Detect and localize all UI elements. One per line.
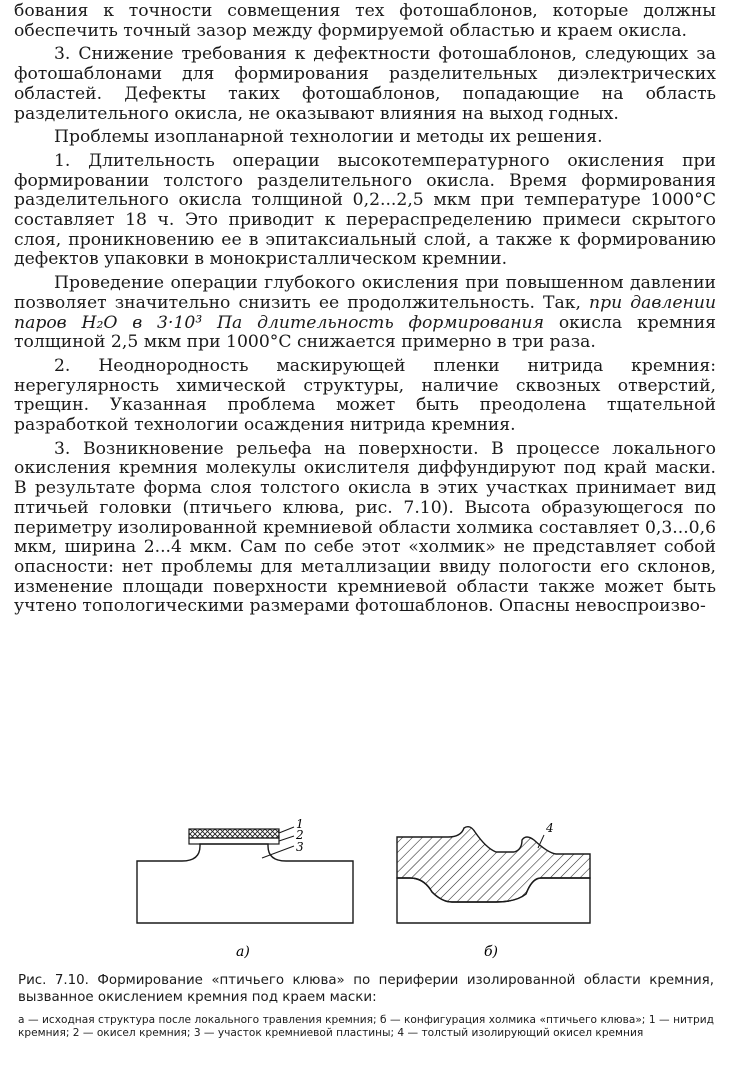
label-4: 4 bbox=[546, 821, 554, 835]
thick-isolating-oxide bbox=[397, 827, 590, 902]
paragraph-pressure bbox=[14, 274, 716, 353]
figure-legend: а — исходная структура после локального травления кремния; б — конфигурация холмика «птичьего клюва»; 1 — нитрид кремния; 2 — окисел кремния; 3 — участок кремниевой пластины; 4 — толстый изолирующий окисел кремния bbox=[18, 1014, 714, 1039]
page-text bbox=[14, 2, 716, 617]
silicon-wafer-section bbox=[137, 844, 353, 923]
oxide-layer bbox=[189, 838, 279, 844]
paragraph-item-3: 3. Снижение требования к дефектности фотошаблонов, следующих за фотошаблонами для формирования разделительных диэлектрических областей. Дефекты таких фотошаблонов, попадающие на область разделительного окисла, не оказывают влияния на выход годных. bbox=[14, 44, 716, 124]
figure-7-10 bbox=[0, 804, 732, 974]
nitride-layer bbox=[189, 829, 279, 838]
label-2: 2 bbox=[296, 828, 304, 842]
paragraph-continuation: бования к точности совмещения тех фотошаблонов, которые должны обеспечить точный зазор между формируемой областью и краем окисла. bbox=[14, 1, 716, 41]
paragraph-problem-2: 2. Неоднородность маскирующей пленки нитрида кремния: нерегулярность химической структуры, наличие сквозных отверстий, трещин. Указанная проблема может быть преодолена тщательной разработкой технологии осаждения нитрида кремния. bbox=[14, 355, 716, 436]
section-heading: Проблемы изопланарной технологии и методы их решения. bbox=[54, 127, 603, 148]
pressure-text-italic: при давлении паров H₂O в 3·10³ Па длительность формирования bbox=[14, 292, 717, 333]
paragraph-problem-1: 1. Длительность операции высокотемпературного окисления при формировании толстого разделительного окисла. Время формирования разделительного окисла толщиной 0,2...2,5 мкм при температуре 1000°С составляет 18 ч. Это приводит к перераспределению примеси скрытого слоя, проникновению ее в эпитаксиальный слой, а также к формированию дефектов упаковки в монокристаллическом кремнии. bbox=[14, 150, 716, 270]
pressure-text-end: окисла кремния толщиной 2,5 мкм при 1000°С снижается примерно в три раза. bbox=[14, 312, 716, 353]
label-3: 3 bbox=[296, 840, 304, 854]
figure-caption: Рис. 7.10. Формирование «птичьего клюва» по периферии изолированной области кремния, вызванное окислением кремния под краем маски: bbox=[18, 973, 714, 1005]
label-1: 1 bbox=[296, 817, 304, 831]
sublabel-b: б) bbox=[484, 944, 499, 960]
diagram-initial-structure bbox=[137, 817, 353, 960]
sublabel-a: а) bbox=[236, 944, 250, 960]
diagram-bird-beak bbox=[397, 821, 590, 960]
pressure-text-start: Проведение операции глубокого окисления при повышенном давлении позволяет значительно снизить ее продолжительность. Так, bbox=[14, 273, 716, 313]
paragraph-problem-3: 3. Возникновение рельефа на поверхности. В процессе локального окисления кремния молекулы окислителя диффундируют под край маски. В результате форма слоя толстого окисла в этих участках принимает вид птичьей головки (птичьего клюва, рис. 7.10). Высота образующегося по периметру изолированной кремниевой области холмика составляет 0,3...0,6 мкм, ширина 2...4 мкм. Сам по себе этот «холмик» не представляет собой опасности: нет проблемы для металлизации ввиду пологости его склонов, изменение площади поверхности кремниевой области также может быть учтено топологическими размерами фотошаблонов. Опасны невоспроизво- bbox=[14, 438, 716, 617]
